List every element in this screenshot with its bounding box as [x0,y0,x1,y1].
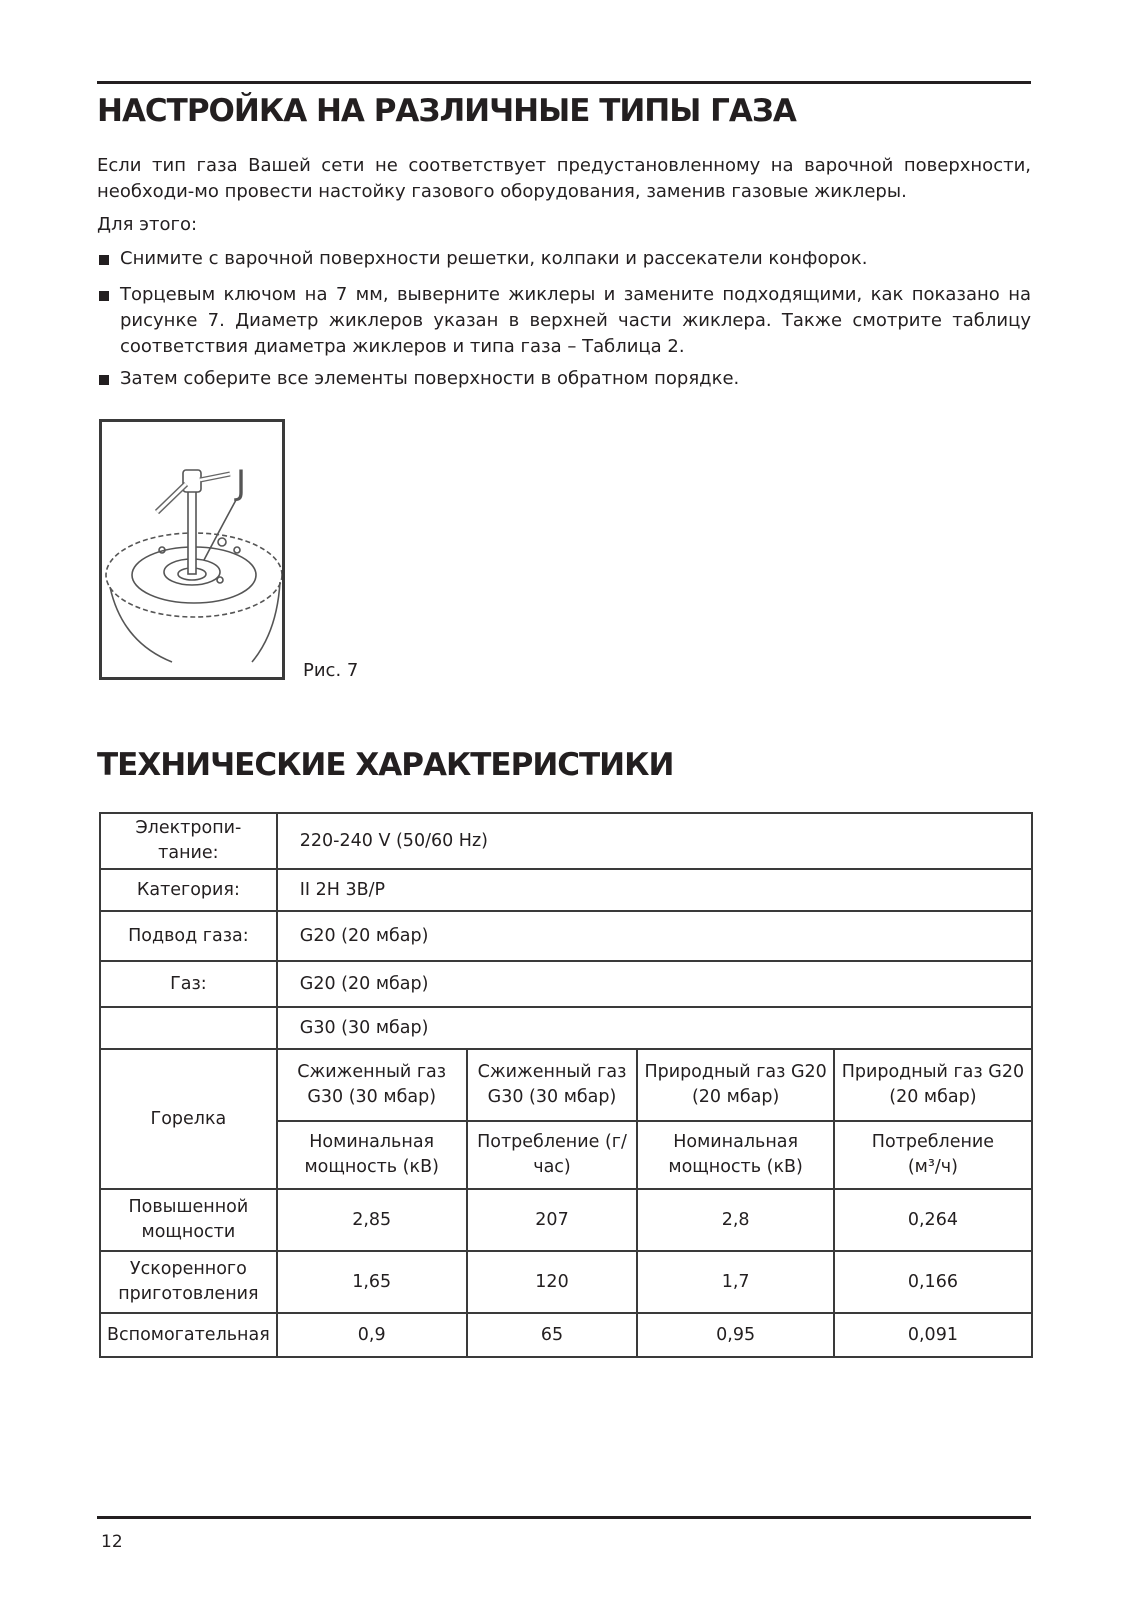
table-cell: 2,85 [277,1189,467,1251]
metric-header: Номинальная мощность (кВ) [277,1121,467,1189]
gas-type-header: Сжиженный газ G30 (30 мбар) [467,1049,638,1121]
square-bullet-icon [99,375,109,385]
table-row [100,1007,1032,1049]
table-cell: 0,091 [834,1313,1032,1357]
table-row [100,1189,1032,1251]
burner-name: Ускоренного приготовления [100,1251,277,1313]
table-row [100,961,1032,1007]
bullet-item [97,366,1031,392]
metric-header: Номинальная мощность (кВ) [637,1121,833,1189]
row-value: II 2H 3B/P [277,869,1032,911]
page-number: 12 [101,1532,123,1552]
table-row [100,1313,1032,1357]
table-row [100,813,1032,869]
section-title-gas-types: НАСТРОЙКА НА РАЗЛИЧНЫЕ ТИПЫ ГАЗА [97,93,796,129]
section-title-tech-specs: ТЕХНИЧЕСКИЕ ХАРАКТЕРИСТИКИ [97,747,674,783]
row-label: Газ: [100,961,277,1007]
table-cell: 2,8 [637,1189,833,1251]
square-bullet-icon [99,255,109,265]
wrench-on-burner-illustration [102,422,282,677]
table-cell: 0,9 [277,1313,467,1357]
table-row [100,1251,1032,1313]
bullet-item [97,246,1031,272]
row-value: G20 (20 мбар) [277,961,1032,1007]
table-cell: 1,65 [277,1251,467,1313]
figure-caption: Рис. 7 [303,660,359,681]
for-this-label: Для этого: [97,214,198,235]
row-value: G30 (30 мбар) [277,1007,1032,1049]
burner-name: Вспомогательная [100,1313,277,1357]
intro-paragraph: Если тип газа Вашей сети не соответствует предустановленному на варочной поверхности, необходи-мо провести настойку газового оборудования, заменив газовые жиклеры. [97,155,1031,202]
table-cell: 65 [467,1313,638,1357]
bullet-text: Затем соберите все элементы поверхности в обратном порядке. [120,368,740,389]
bullet-text: Торцевым ключом на 7 мм, выверните жиклеры и замените подходящими, как показано на рисунке 7. Диаметр жиклеров указан в верхней части жиклера. Также смотрите таблицу соответствия диаметра жиклеров и типа газа – Таблица 2. [120,284,1031,357]
gas-type-header: Природный газ G20 (20 мбар) [637,1049,833,1121]
table-cell: 120 [467,1251,638,1313]
table-row [100,911,1032,961]
burner-header: Горелка [100,1049,277,1189]
bullet-item [97,282,1031,360]
spec-table [99,812,1033,1358]
row-label [100,1007,277,1049]
table-cell: 1,7 [637,1251,833,1313]
burner-name: Повышенной мощности [100,1189,277,1251]
figure-7 [99,419,285,680]
row-label: Категория: [100,869,277,911]
row-label: Подвод газа: [100,911,277,961]
metric-header [834,1121,1032,1189]
square-bullet-icon [99,291,109,301]
gas-type-header: Природный газ G20 (20 мбар) [834,1049,1032,1121]
metric-header-unit: (м³/ч) [907,1157,958,1177]
row-label: Электропи-тание: [100,813,277,869]
row-value: G20 (20 мбар) [277,911,1032,961]
table-row [100,869,1032,911]
top-rule [97,81,1031,84]
table-row [100,1049,1032,1121]
table-cell: 207 [467,1189,638,1251]
gas-type-header: Сжиженный газ G30 (30 мбар) [277,1049,467,1121]
metric-header: Потребление (г/час) [467,1121,638,1189]
table-cell: 0,95 [637,1313,833,1357]
table-cell: 0,166 [834,1251,1032,1313]
row-value: 220-240 V (50/60 Hz) [277,813,1032,869]
bottom-rule [97,1516,1031,1519]
metric-header-label: Потребление [871,1132,995,1152]
bullet-text: Снимите с варочной поверхности решетки, колпаки и рассекатели конфорок. [120,248,868,269]
table-cell: 0,264 [834,1189,1032,1251]
figure-label-j: J [236,463,247,503]
